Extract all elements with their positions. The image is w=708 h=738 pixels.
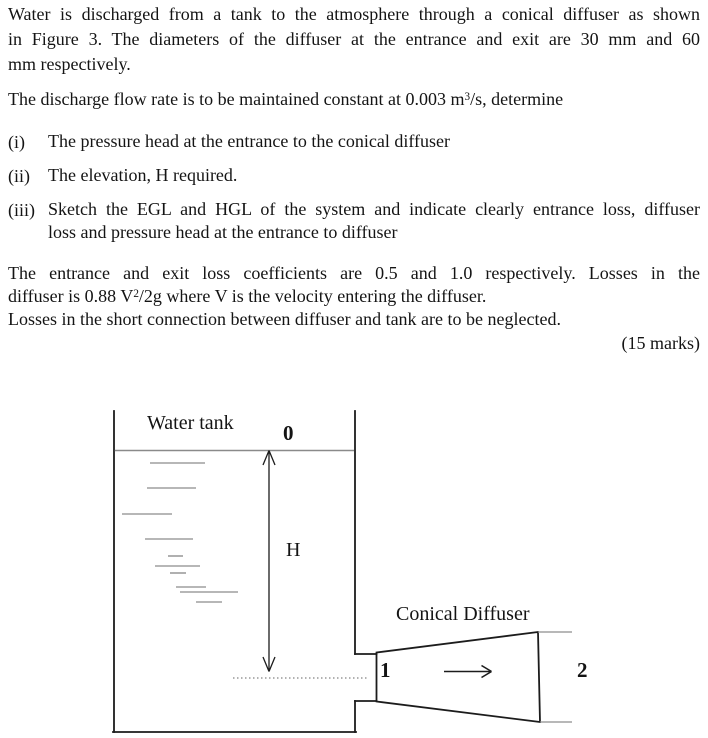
task-marker: (ii) [8, 166, 30, 186]
water-tank-label: Water tank [147, 412, 234, 434]
diffuser-outline [377, 632, 541, 722]
superscript-2: 2 [133, 287, 139, 300]
text-line: Water is discharged from a tank to the atmosphere through a conical diffuser as shown [8, 4, 700, 24]
flow-arrow [444, 666, 492, 678]
height-h-label: H [286, 539, 301, 561]
flow-text-prefix: The discharge flow rate is to be maintained constant at 0.003 m [8, 89, 465, 109]
section-1-label: 1 [380, 658, 391, 682]
text-line: mm respectively. [8, 54, 131, 74]
marks-label: (15 marks) [621, 333, 700, 353]
text-line: in Figure 3. The diameters of the diffuser at the entrance and exit are 30 mm and 60 [8, 29, 700, 49]
tank-outline [113, 411, 377, 732]
task-text: The pressure head at the entrance to the conical diffuser [48, 131, 450, 151]
loss-text-prefix: diffuser is 0.88 V [8, 286, 134, 306]
water-ripples [122, 463, 238, 602]
flow-text-suffix: /s, determine [470, 89, 564, 109]
exit-stub-lines [538, 632, 572, 722]
task-text: loss and pressure head at the entrance to diffuser [48, 222, 398, 242]
task-marker: (i) [8, 132, 25, 152]
text-line: Losses in the short connection between diffuser and tank are to be neglected. [8, 309, 561, 329]
task-text: Sketch the EGL and HGL of the system and indicate clearly entrance loss, diffuser [48, 199, 700, 219]
task-marker: (iii) [8, 200, 35, 220]
task-text: The elevation, H required. [48, 165, 238, 185]
datum-zero-label: 0 [283, 421, 294, 445]
text-line: The entrance and exit loss coefficients are 0.5 and 1.0 respectively. Losses in the [8, 263, 700, 283]
superscript-3: 3 [464, 90, 471, 103]
section-2-label: 2 [577, 658, 588, 682]
loss-text-suffix: /2g where V is the velocity entering the diffuser. [138, 286, 487, 306]
height-arrow [263, 451, 275, 672]
conical-diffuser-label: Conical Diffuser [396, 603, 530, 625]
